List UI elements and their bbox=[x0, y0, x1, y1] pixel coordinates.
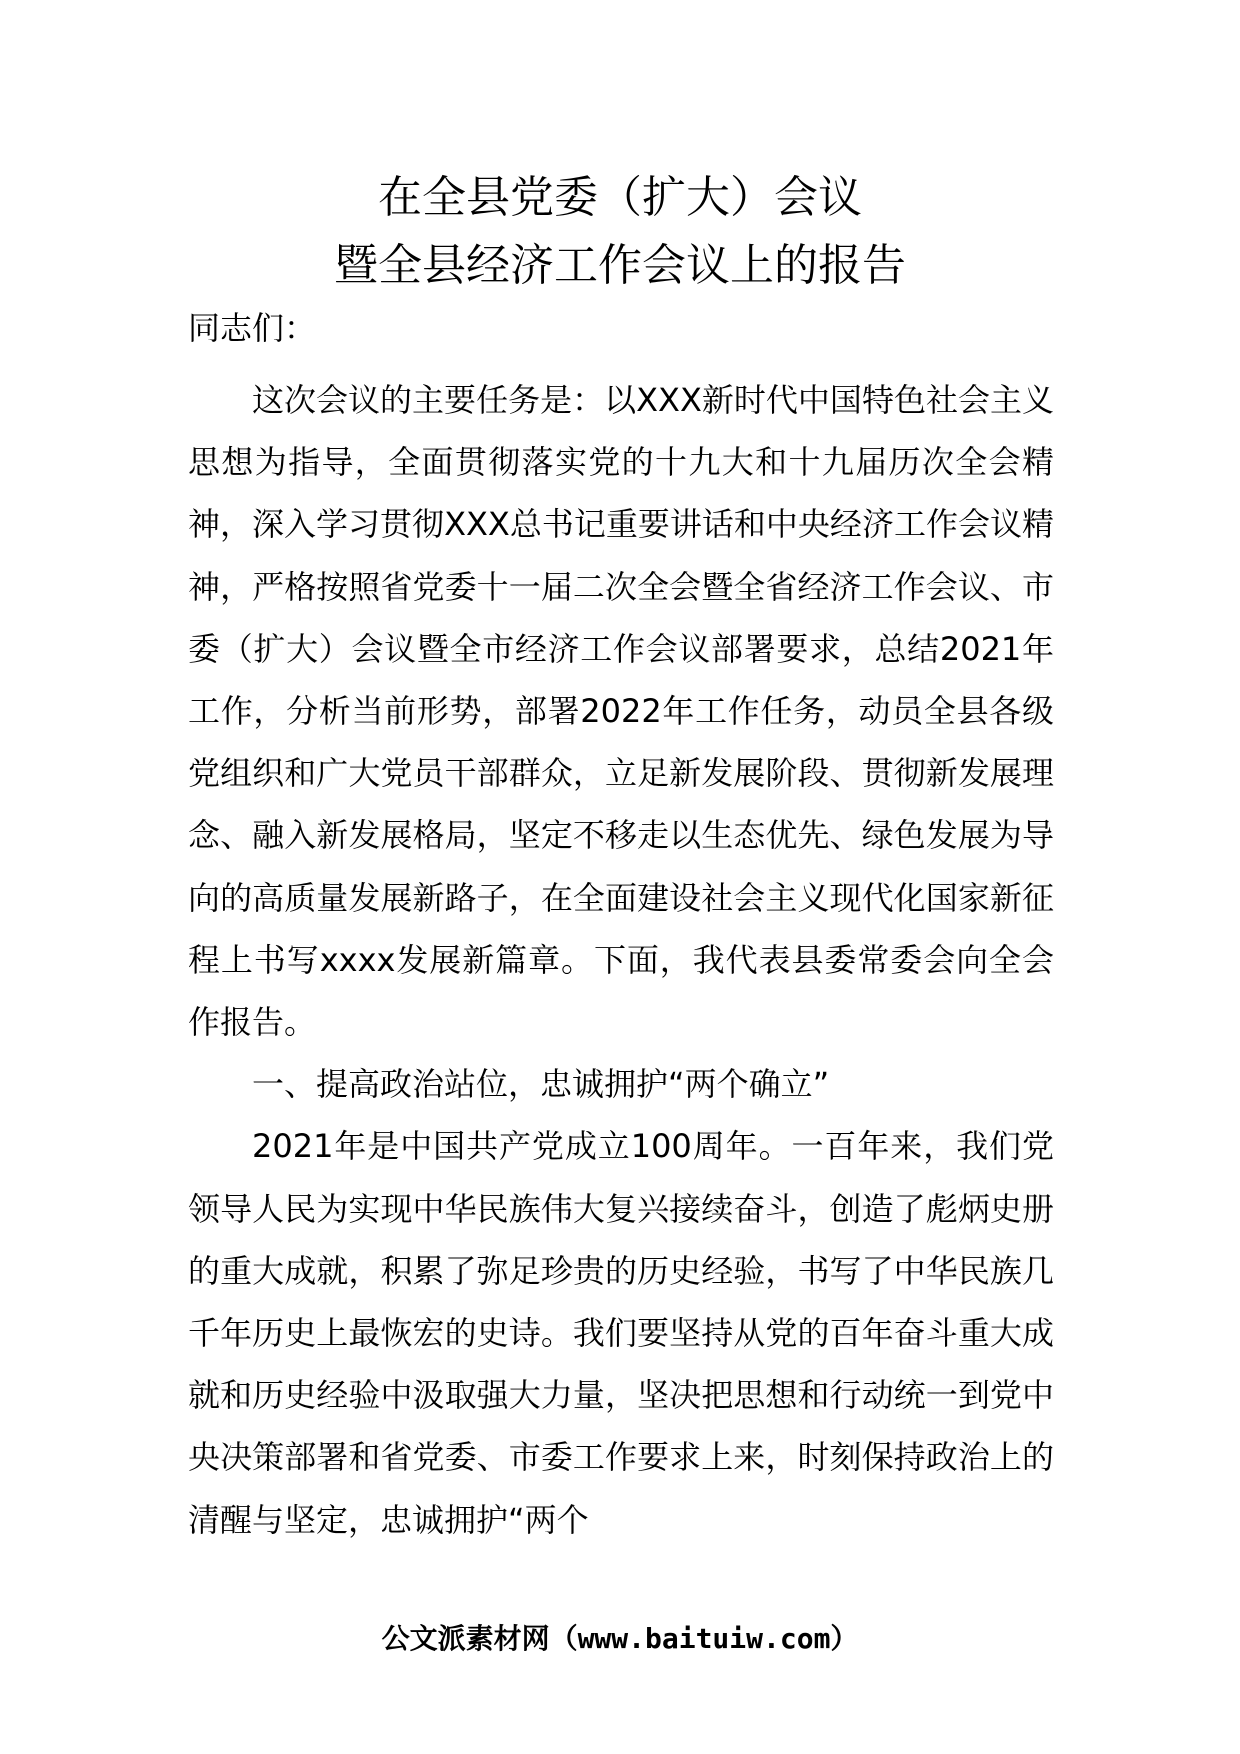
paragraph-intro: 这次会议的主要任务是：以XXX新时代中国特色社会主义思想为指导，全面贯彻落实党的十九大和十九届历次全会精神，深入学习贯彻XXX总书记重要讲话和中央经济工作会议精神，严格按照省党委十一届二次全会暨全省经济工作会议、市委（扩大）会议暨全市经济工作会议部署要求，总结2021年工作，分析当前形势，部署2022年工作任务，动员全县各级党组织和广大党员干部群众，立足新发展阶段、贯彻新发展理念、融入新发展格局，坚定不移走以生态优先、绿色发展为导向的高质量发展新路子，在全面建设社会主义现代化国家新征程上书写xxxx发展新篇章。下面，我代表县委常委会向全会作报告。 bbox=[188, 381, 1054, 1042]
section-heading: 一、提高政治站位，忠诚拥护“两个确立” bbox=[252, 1065, 830, 1104]
document-title-line1: 在全县党委（扩大）会议 bbox=[378, 172, 862, 223]
footer-watermark: 公文派素材网（www.baituiw.com） bbox=[381, 1622, 859, 1655]
salutation: 同志们： bbox=[188, 309, 317, 347]
paragraph-section-1: 2021年是中国共产党成立100周年。一百年来，我们党领导人民为实现中华民族伟大复兴接续奋斗，创造了彪炳史册的重大成就，积累了弥足珍贵的历史经验，书写了中华民族几千年历史上最恢宏的史诗。我们要坚持从党的百年奋斗重大成就和历史经验中汲取强大力量，坚决把思想和行动统一到党中央决策部署和省党委、市委工作要求上来，时刻保持政治上的清醒与坚定，忠诚拥护“两个 bbox=[188, 1127, 1054, 1539]
document-title-line2: 暨全县经济工作会议上的报告 bbox=[334, 240, 906, 291]
document-body bbox=[188, 369, 1054, 1551]
